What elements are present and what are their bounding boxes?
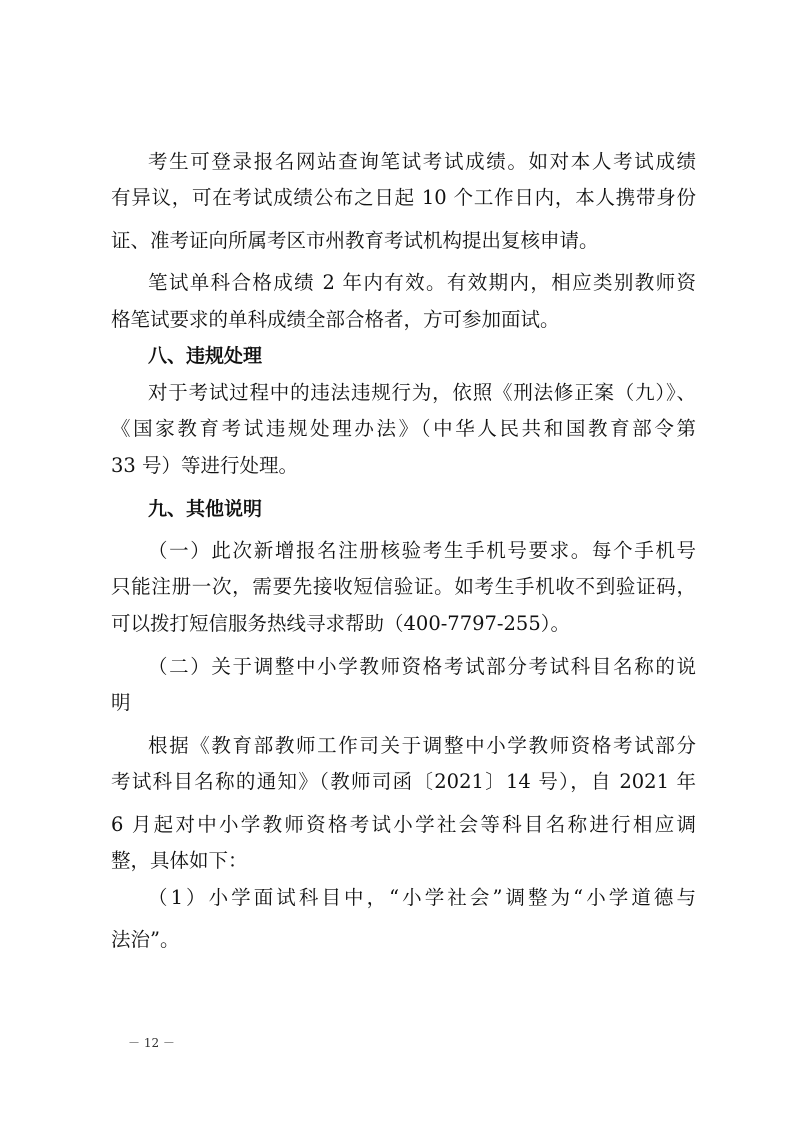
paragraph-line: 根据《教育部教师工作司关于调整中小学教师资格考试部分 bbox=[148, 734, 696, 757]
paragraph-line: 明 bbox=[111, 691, 131, 714]
paragraph-line: （1）小学面试科目中，“小学社会”调整为“小学道德与 bbox=[148, 886, 696, 909]
page-number: － 12 － bbox=[128, 1036, 175, 1050]
paragraph-line: 格笔试要求的单科成绩全部合格者，方可参加面试。 bbox=[111, 308, 560, 331]
paragraph-line: 只能注册一次，需要先接收短信验证。如考生手机收不到验证码， bbox=[111, 575, 696, 598]
paragraph-line: 整，具体如下： bbox=[111, 849, 248, 872]
section-heading: 九、其他说明 bbox=[148, 498, 263, 520]
paragraph-line: 可以拨打短信服务热线寻求帮助（400-7797-255）。 bbox=[111, 612, 570, 635]
paragraph-line: 有异议，可在考试成绩公布之日起 10 个工作日内，本人携带身份 bbox=[111, 186, 696, 209]
paragraph-line: 法治”。 bbox=[111, 928, 180, 951]
paragraph-line: （二）关于调整中小学教师资格考试部分考试科目名称的说 bbox=[148, 655, 696, 678]
paragraph-line: 6 月起对中小学教师资格考试小学社会等科目名称进行相应调 bbox=[111, 813, 696, 836]
paragraph-line: 对于考试过程中的违法违规行为，依照《刑法修正案（九）》、 bbox=[148, 381, 696, 404]
paragraph-line: 考试科目名称的通知》（教师司函〔2021〕14 号），自 2021 年 bbox=[111, 770, 696, 793]
section-heading: 八、违规处理 bbox=[148, 345, 263, 367]
paragraph-line: 《国家教育考试违规处理办法》（中华人民共和国教育部令第 bbox=[111, 417, 696, 440]
paragraph-line: （一）此次新增报名注册核验考生手机号要求。每个手机号 bbox=[148, 539, 696, 562]
paragraph-line: 考生可登录报名网站查询笔试考试成绩。如对本人考试成绩 bbox=[148, 150, 696, 173]
paragraph-line: 33 号）等进行处理。 bbox=[111, 454, 299, 477]
paragraph-line: 证、准考证向所属考区市州教育考试机构提出复核申请。 bbox=[111, 229, 599, 252]
paragraph-line: 笔试单科合格成绩 2 年内有效。有效期内，相应类别教师资 bbox=[148, 271, 696, 294]
